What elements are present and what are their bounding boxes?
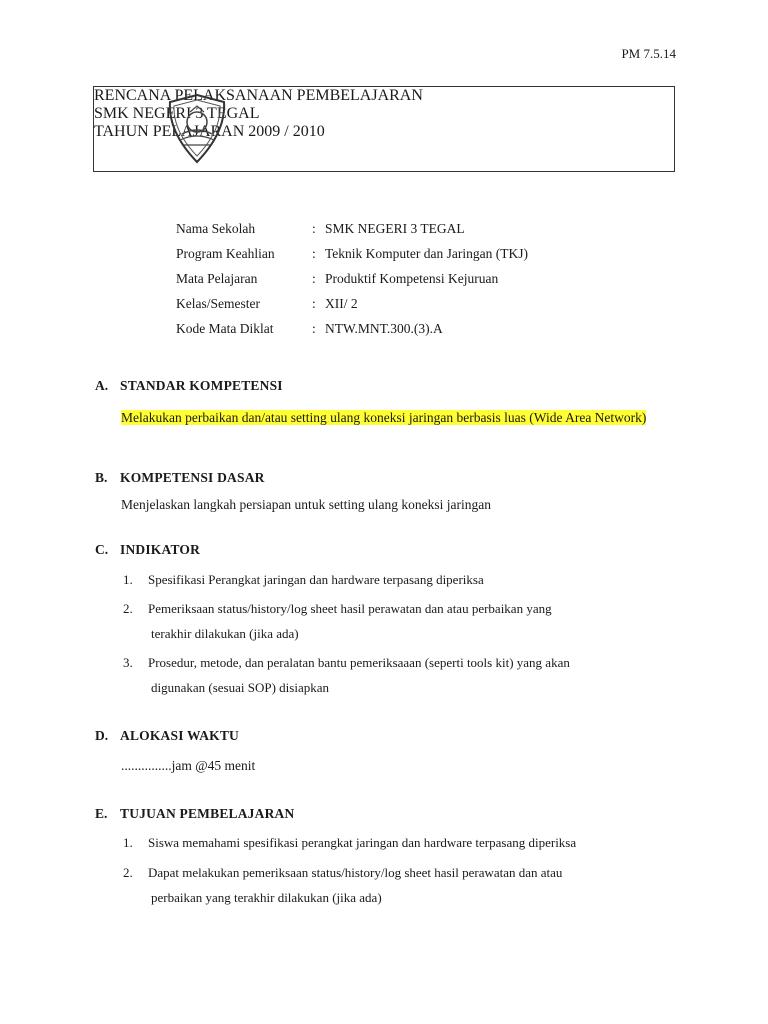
header-year: TAHUN PELAJARAN 2009 / 2010 <box>94 123 325 140</box>
section-title: STANDAR KOMPETENSI <box>120 378 283 393</box>
school-crest-icon <box>162 92 232 166</box>
info-row-program <box>176 246 596 271</box>
info-label: Nama Sekolah <box>176 221 256 236</box>
list-text: perbaikan yang terakhir dilakukan (jika ada) <box>151 890 382 905</box>
section-title: ALOKASI WAKTU <box>120 728 240 743</box>
info-colon: : <box>312 221 316 236</box>
info-label: Program Keahlian <box>176 246 275 261</box>
info-row-school <box>176 221 596 246</box>
list-number: 1. <box>123 835 133 850</box>
info-label: Kelas/Semester <box>176 296 260 311</box>
section-b-heading <box>95 470 395 490</box>
document-code: PM 7.5.14 <box>621 46 676 61</box>
section-c-heading <box>95 542 395 562</box>
section-a-text <box>121 403 677 432</box>
header-school: SMK NEGERI 3 TEGAL <box>94 105 260 122</box>
document-header <box>93 86 675 172</box>
section-letter: D. <box>95 728 109 743</box>
list-number: 2. <box>123 865 133 880</box>
info-row-code <box>176 321 596 346</box>
info-value: NTW.MNT.300.(3).A <box>325 321 443 336</box>
info-colon: : <box>312 271 316 286</box>
section-letter: C. <box>95 542 109 557</box>
highlighted-text: Melakukan perbaikan dan/atau setting ulang koneksi jaringan berbasis luas (Wide Area Network) <box>121 410 647 425</box>
list-number: 2. <box>123 601 133 616</box>
list-number: 3. <box>123 655 133 670</box>
info-label: Mata Pelajaran <box>176 271 258 286</box>
section-e-heading <box>95 806 395 826</box>
list-text: Spesifikasi Perangkat jaringan dan hardware terpasang diperiksa <box>148 572 484 587</box>
info-label: Kode Mata Diklat <box>176 321 274 336</box>
list-number: 1. <box>123 572 133 587</box>
list-text: Prosedur, metode, dan peralatan bantu pemeriksaaan (seperti tools kit) yang akan <box>148 655 570 670</box>
section-a-heading <box>95 378 395 398</box>
section-letter: A. <box>95 378 109 393</box>
section-title: TUJUAN PEMBELAJARAN <box>120 806 295 821</box>
section-title: INDIKATOR <box>120 542 201 557</box>
section-d-text: ...............jam @45 menit <box>121 758 256 773</box>
header-title: RENCANA PELAKSANAAN PEMBELAJARAN <box>94 87 423 104</box>
info-value: SMK NEGERI 3 TEGAL <box>325 221 465 236</box>
list-text: digunakan (sesuai SOP) disiapkan <box>151 680 330 695</box>
info-row-subject <box>176 271 596 296</box>
info-value: Teknik Komputer dan Jaringan (TKJ) <box>325 246 529 261</box>
section-b-text: Menjelaskan langkah persiapan untuk setting ulang koneksi jaringan <box>121 497 492 512</box>
list-text: Siswa memahami spesifikasi perangkat jaringan dan hardware terpasang diperiksa <box>148 835 577 850</box>
section-letter: B. <box>95 470 108 485</box>
list-text: Dapat melakukan pemeriksaan status/history/log sheet hasil perawatan dan atau <box>148 865 563 880</box>
info-colon: : <box>312 321 316 336</box>
section-d-heading <box>95 728 395 748</box>
section-letter: E. <box>95 806 108 821</box>
info-value: XII/ 2 <box>325 296 358 311</box>
info-value: Produktif Kompetensi Kejuruan <box>325 271 499 286</box>
list-text: terakhir dilakukan (jika ada) <box>151 626 299 641</box>
info-row-class <box>176 296 596 321</box>
list-text: Pemeriksaan status/history/log sheet hasil perawatan dan atau perbaikan yang <box>148 601 552 616</box>
info-colon: : <box>312 296 316 311</box>
info-table <box>176 221 596 346</box>
section-title: KOMPETENSI DASAR <box>120 470 265 485</box>
info-colon: : <box>312 246 316 261</box>
